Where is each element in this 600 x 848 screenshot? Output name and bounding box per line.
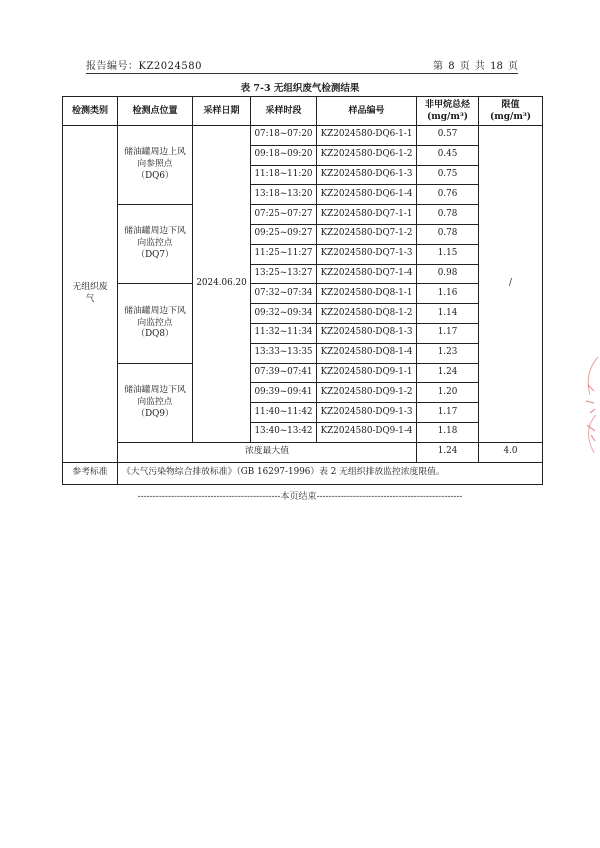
sample-no-cell: KZ2024580-DQ7-1-3 bbox=[317, 244, 417, 264]
sample-no-cell: KZ2024580-DQ6-1-1 bbox=[317, 126, 417, 146]
value-cell: 0.75 bbox=[417, 165, 479, 185]
period-cell: 13:33~13:35 bbox=[251, 343, 317, 363]
period-cell: 11:40~11:42 bbox=[251, 403, 317, 423]
sample-no-cell: KZ2024580-DQ6-1-3 bbox=[317, 165, 417, 185]
table-header-row bbox=[63, 97, 543, 126]
value-cell: 0.57 bbox=[417, 126, 479, 146]
limit-cell: / bbox=[479, 126, 543, 443]
value-cell: 1.23 bbox=[417, 343, 479, 363]
value-cell: 0.78 bbox=[417, 205, 479, 225]
value-cell: 1.20 bbox=[417, 383, 479, 403]
reference-text: 《大气污染物综合排放标准》（GB 16297-1996）表 2 无组织排放监控浓度限值。 bbox=[118, 462, 543, 484]
period-cell: 09:25~09:27 bbox=[251, 224, 317, 244]
sample-no-cell: KZ2024580-DQ8-1-1 bbox=[317, 284, 417, 304]
sample-no-cell: KZ2024580-DQ9-1-4 bbox=[317, 422, 417, 442]
value-cell: 0.78 bbox=[417, 224, 479, 244]
value-cell: 1.24 bbox=[417, 363, 479, 383]
header-nmhc: 非甲烷总烃 (mg/m³) bbox=[417, 97, 479, 126]
period-cell: 11:18~11:20 bbox=[251, 165, 317, 185]
report-number-label: 报告编号： bbox=[86, 61, 139, 72]
location-cell-dq6: 储油罐周边上风向参照点（DQ6） bbox=[118, 126, 193, 205]
sample-no-cell: KZ2024580-DQ6-1-2 bbox=[317, 145, 417, 165]
value-cell: 1.18 bbox=[417, 422, 479, 442]
max-value-row bbox=[63, 442, 543, 462]
header-period: 采样时段 bbox=[251, 97, 317, 126]
sample-no-cell: KZ2024580-DQ7-1-1 bbox=[317, 205, 417, 225]
location-cell-dq9: 储油罐周边下风向监控点（DQ9） bbox=[118, 363, 193, 442]
value-cell: 1.17 bbox=[417, 403, 479, 423]
period-cell: 07:32~07:34 bbox=[251, 284, 317, 304]
report-number-value: KZ2024580 bbox=[138, 61, 202, 72]
period-cell: 09:18~09:20 bbox=[251, 145, 317, 165]
max-value: 1.24 bbox=[417, 442, 479, 462]
period-cell: 07:39~07:41 bbox=[251, 363, 317, 383]
location-cell-dq8: 储油罐周边下风向监控点（DQ8） bbox=[118, 284, 193, 363]
header-limit: 限值 (mg/m³) bbox=[479, 97, 543, 126]
header-sample-no: 样品编号 bbox=[317, 97, 417, 126]
end-dashes-right: ------------------------------------------------ bbox=[316, 492, 463, 502]
category-cell: 无组织废气 bbox=[63, 126, 118, 463]
end-dashes-left: ----------------------------------------------- bbox=[137, 492, 281, 502]
sample-no-cell: KZ2024580-DQ6-1-4 bbox=[317, 185, 417, 205]
period-cell: 11:25~11:27 bbox=[251, 244, 317, 264]
period-cell: 07:18~07:20 bbox=[251, 126, 317, 146]
period-cell: 13:18~13:20 bbox=[251, 185, 317, 205]
header-category: 检测类别 bbox=[63, 97, 118, 126]
sample-no-cell: KZ2024580-DQ8-1-4 bbox=[317, 343, 417, 363]
value-cell: 0.98 bbox=[417, 264, 479, 284]
sample-no-cell: KZ2024580-DQ7-1-4 bbox=[317, 264, 417, 284]
sample-no-cell: KZ2024580-DQ7-1-2 bbox=[317, 224, 417, 244]
end-text: 本页结束 bbox=[280, 492, 317, 502]
table-row bbox=[63, 205, 543, 225]
value-cell: 0.76 bbox=[417, 185, 479, 205]
period-cell: 09:32~09:34 bbox=[251, 304, 317, 324]
report-number bbox=[86, 57, 202, 72]
period-cell: 09:39~09:41 bbox=[251, 383, 317, 403]
sample-no-cell: KZ2024580-DQ9-1-1 bbox=[317, 363, 417, 383]
header-date: 采样日期 bbox=[193, 97, 251, 126]
page-end-marker bbox=[0, 489, 600, 502]
value-cell: 1.15 bbox=[417, 244, 479, 264]
period-cell: 07:25~07:27 bbox=[251, 205, 317, 225]
reference-label: 参考标准 bbox=[63, 462, 118, 484]
period-cell: 11:32~11:34 bbox=[251, 323, 317, 343]
max-limit: 4.0 bbox=[479, 442, 543, 462]
sample-no-cell: KZ2024580-DQ8-1-2 bbox=[317, 304, 417, 324]
location-cell-dq7: 储油罐周边下风向监控点（DQ7） bbox=[118, 205, 193, 284]
header-location: 检测点位置 bbox=[118, 97, 193, 126]
table-caption: 表 7-3 无组织废气检测结果 bbox=[240, 83, 360, 94]
period-cell: 13:25~13:27 bbox=[251, 264, 317, 284]
sample-no-cell: KZ2024580-DQ8-1-3 bbox=[317, 323, 417, 343]
date-cell: 2024.06.20 bbox=[193, 126, 251, 443]
table-row bbox=[63, 284, 543, 304]
value-cell: 0.45 bbox=[417, 145, 479, 165]
value-cell: 1.14 bbox=[417, 304, 479, 324]
red-seal-stamp-fragment bbox=[578, 355, 600, 455]
sample-no-cell: KZ2024580-DQ9-1-3 bbox=[317, 403, 417, 423]
table-row bbox=[63, 126, 543, 146]
header-divider bbox=[86, 73, 518, 74]
table-row bbox=[63, 363, 543, 383]
page-indicator: 第 8 页 共 18 页 bbox=[433, 61, 518, 72]
results-table bbox=[62, 96, 543, 485]
value-cell: 1.16 bbox=[417, 284, 479, 304]
sample-no-cell: KZ2024580-DQ9-1-2 bbox=[317, 383, 417, 403]
reference-row bbox=[63, 462, 543, 484]
value-cell: 1.17 bbox=[417, 323, 479, 343]
max-value-label: 浓度最大值 bbox=[118, 442, 417, 462]
period-cell: 13:40~13:42 bbox=[251, 422, 317, 442]
